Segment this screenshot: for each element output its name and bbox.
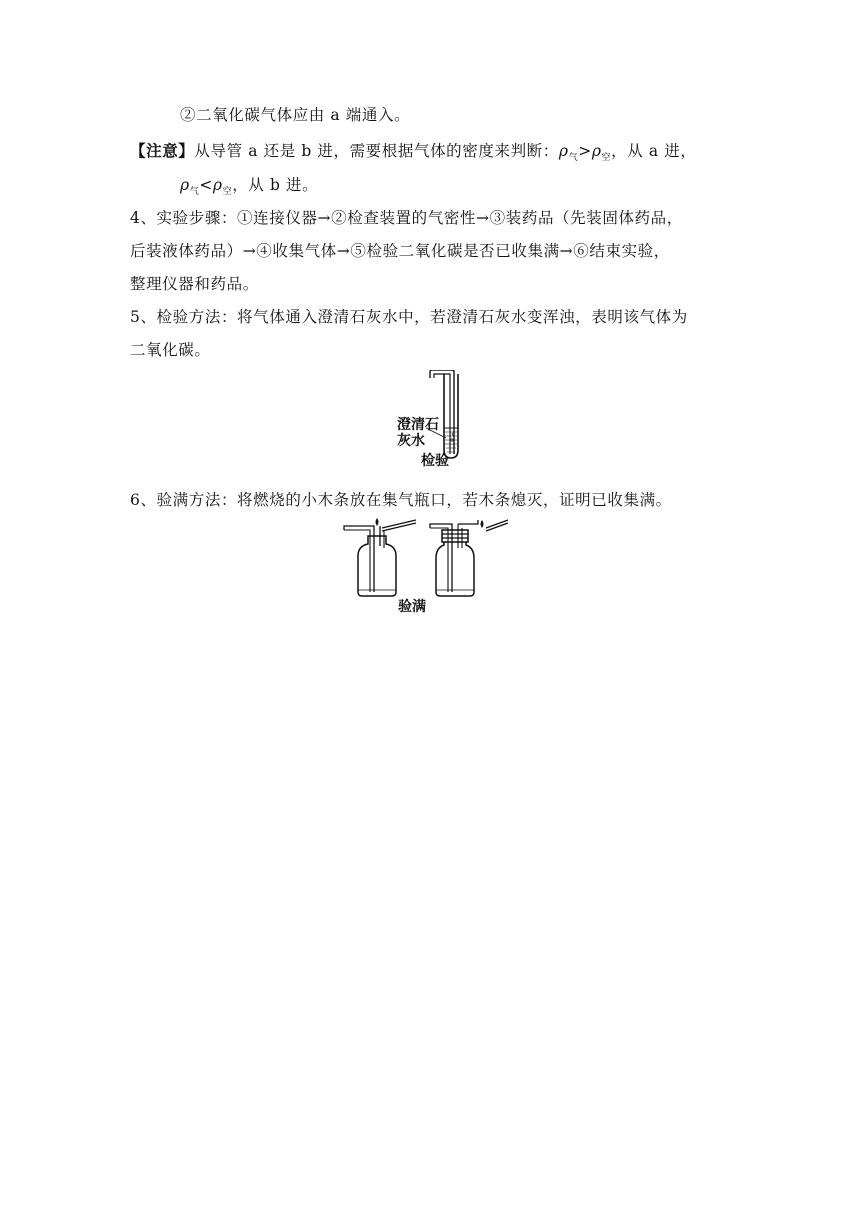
test-method-line-2: 二氧化碳。 [130,341,211,359]
steps-line-1: 4、实验步骤：①连接仪器→②检查装置的气密性→③装药品（先装固体药品， [130,209,683,227]
figure-full-check [340,518,510,616]
greater-than: > [578,142,592,160]
rho-air: $\rho_空$ [591,142,612,164]
note-text-a: 从导管 a 还是 b 进，需要根据气体的密度来判断： [194,142,559,160]
note-heading: 【注意】 [130,141,195,160]
step-line-co2-inlet: ②二氧化碳气体应由 a 端通入。 [180,106,411,124]
note-line [130,140,696,169]
full-check-drawing [340,518,510,598]
steps-line-3: 整理仪器和药品。 [130,275,259,293]
rho-air-2: $\rho_空$ [212,176,233,198]
rho-gas-2: $\rho_气$ [180,176,200,198]
note-text-c: ，从 b 进。 [232,176,319,194]
test-method-line-1: 5、检验方法：将气体通入澄清石灰水中，若澄清石灰水变浑浊，表明该气体为 [130,308,688,326]
test-caption: 检验 [421,453,449,469]
note-text-b: ，从 a 进， [611,142,697,160]
full-check-line: 6、验满方法：将燃烧的小木条放在集气瓶口，若木条熄灭，证明已收集满。 [130,491,672,509]
steps-line-2: 后装液体药品）→④收集气体→⑤检验二氧化碳是否已收集满→⑥结束实验， [130,242,670,260]
limewater-label-2: 灰水 [397,433,425,449]
rho-gas: $\rho_气$ [558,142,579,164]
full-check-caption: 验满 [398,599,426,615]
note-line-2 [180,174,318,203]
less-than: < [199,176,213,194]
limewater-label-1: 澄清石 [397,417,439,433]
figure-limewater-test [390,370,490,472]
